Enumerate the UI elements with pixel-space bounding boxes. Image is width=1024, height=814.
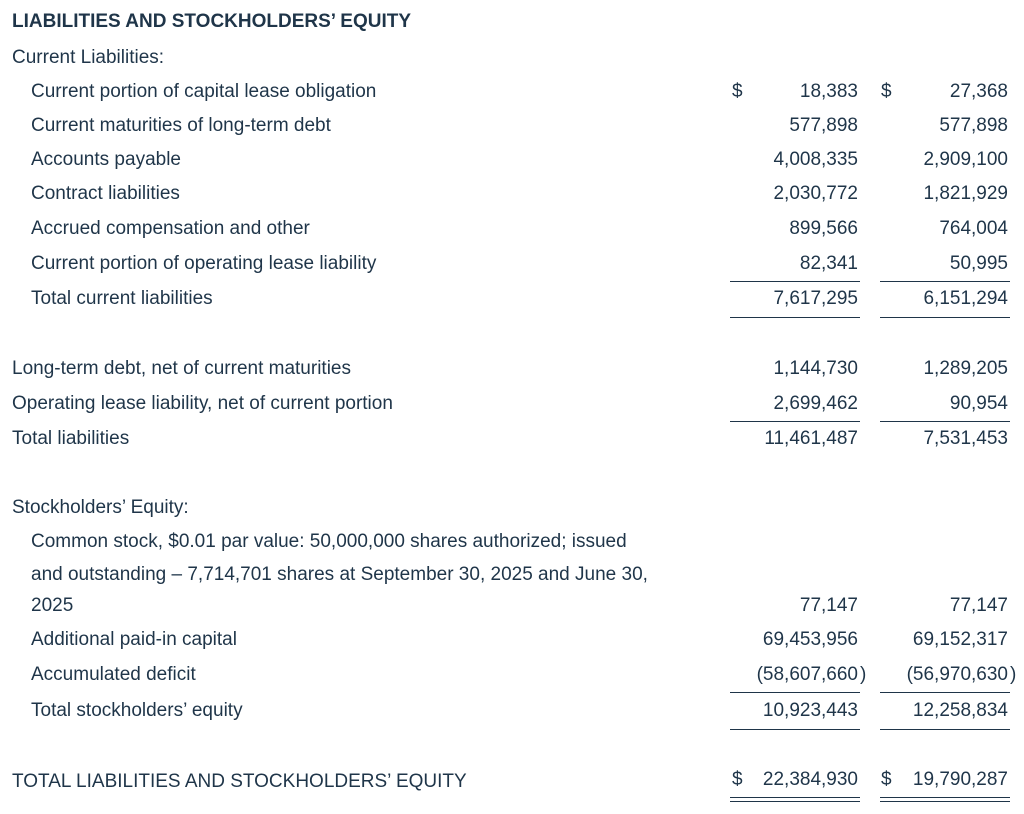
row-value-col2: 50,995 bbox=[949, 253, 1008, 274]
total-value-col2: 6,151,294 bbox=[923, 288, 1008, 309]
row-value-col2: 1,289,205 bbox=[923, 358, 1008, 379]
section-header-equity: Stockholders’ Equity: bbox=[12, 497, 189, 518]
total-rule bbox=[730, 317, 860, 318]
row-value-col2: 90,954 bbox=[949, 393, 1008, 414]
total-value-col2: 12,258,834 bbox=[912, 700, 1008, 721]
common-stock-line: 2025 bbox=[31, 595, 74, 616]
grand-total-double-rule bbox=[880, 797, 1010, 802]
common-stock-line: and outstanding – 7,714,701 shares at September 30, 2025 and June 30, bbox=[31, 564, 648, 585]
total-label: Total current liabilities bbox=[31, 288, 213, 309]
row-label: Additional paid-in capital bbox=[31, 629, 237, 650]
subtotal-rule bbox=[730, 692, 860, 693]
row-label: Contract liabilities bbox=[31, 183, 180, 204]
row-value-col1: 2,030,772 bbox=[773, 183, 858, 204]
total-label: Total stockholders’ equity bbox=[31, 700, 243, 721]
row-value-col2: 764,004 bbox=[939, 218, 1008, 239]
row-label: Current portion of operating lease liability bbox=[31, 253, 377, 274]
total-rule bbox=[880, 317, 1010, 318]
total-rule bbox=[730, 729, 860, 730]
total-value-col1: 10,923,443 bbox=[762, 700, 858, 721]
subtotal-rule bbox=[880, 692, 1010, 693]
grand-total-label: TOTAL LIABILITIES AND STOCKHOLDERS’ EQUITY bbox=[12, 771, 467, 792]
row-label: Accumulated deficit bbox=[31, 664, 196, 685]
currency-symbol: $ bbox=[732, 769, 743, 790]
subtotal-rule bbox=[880, 421, 1010, 422]
subtotal-rule bbox=[730, 281, 860, 282]
row-value-col2: 69,152,317 bbox=[912, 629, 1008, 650]
row-value-col2: 2,909,100 bbox=[923, 149, 1008, 170]
total-rule bbox=[880, 729, 1010, 730]
close-paren: ) bbox=[860, 664, 867, 685]
currency-symbol: $ bbox=[881, 81, 892, 102]
row-label: Long-term debt, net of current maturities bbox=[12, 358, 351, 379]
row-value-col1: 18,383 bbox=[799, 81, 858, 102]
total-value-col1: 11,461,487 bbox=[764, 428, 858, 449]
row-value-col1: 899,566 bbox=[789, 218, 858, 239]
total-value-col1: 7,617,295 bbox=[773, 288, 858, 309]
common-stock-line: Common stock, $0.01 par value: 50,000,000 shares authorized; issued bbox=[31, 531, 627, 552]
row-value-col1: 69,453,956 bbox=[762, 629, 858, 650]
currency-symbol: $ bbox=[732, 81, 743, 102]
row-label: Current portion of capital lease obligation bbox=[31, 81, 377, 102]
page-title: LIABILITIES AND STOCKHOLDERS’ EQUITY bbox=[12, 11, 412, 32]
grand-total-col2: 19,790,287 bbox=[912, 769, 1008, 790]
row-value-col1: (58,607,660 bbox=[756, 664, 858, 685]
row-value-col1: 77,147 bbox=[799, 595, 858, 616]
total-value-col2: 7,531,453 bbox=[923, 428, 1008, 449]
row-value-col2: (56,970,630 bbox=[906, 664, 1008, 685]
row-label: Operating lease liability, net of current portion bbox=[12, 393, 393, 414]
row-value-col1: 577,898 bbox=[789, 115, 858, 136]
row-label: Accounts payable bbox=[31, 149, 181, 170]
row-value-col2: 1,821,929 bbox=[923, 183, 1008, 204]
row-value-col1: 4,008,335 bbox=[773, 149, 858, 170]
row-label: Current maturities of long-term debt bbox=[31, 115, 331, 136]
section-header-current-liabilities: Current Liabilities: bbox=[12, 47, 165, 68]
row-value-col2: 77,147 bbox=[949, 595, 1008, 616]
row-value-col1: 82,341 bbox=[799, 253, 858, 274]
currency-symbol: $ bbox=[881, 769, 892, 790]
total-label: Total liabilities bbox=[12, 428, 130, 449]
grand-total-double-rule bbox=[730, 797, 860, 802]
row-label: Accrued compensation and other bbox=[31, 218, 310, 239]
subtotal-rule bbox=[880, 281, 1010, 282]
row-value-col2: 27,368 bbox=[949, 81, 1008, 102]
row-value-col1: 1,144,730 bbox=[773, 358, 858, 379]
close-paren: ) bbox=[1010, 664, 1017, 685]
subtotal-rule bbox=[730, 421, 860, 422]
row-value-col1: 2,699,462 bbox=[773, 393, 858, 414]
row-value-col2: 577,898 bbox=[939, 115, 1008, 136]
grand-total-col1: 22,384,930 bbox=[762, 769, 858, 790]
